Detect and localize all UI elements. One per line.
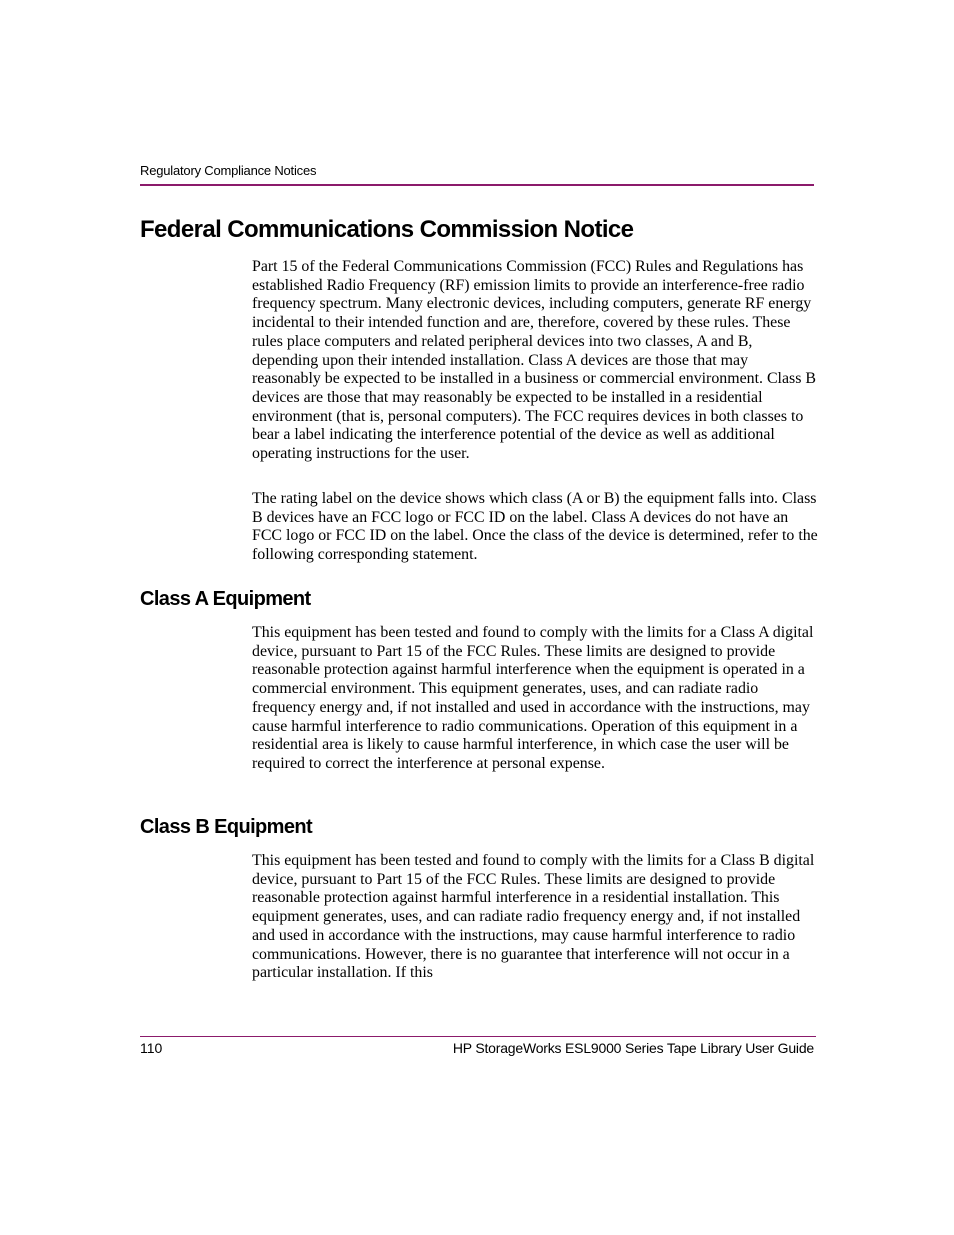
intro-paragraph-2: The rating label on the device shows which class (A or B) the equipment falls into. Class B devices have an FCC logo or FCC ID on the label. Class A devices do not have an FCC logo or FCC ID on the label. Once the class of the device is determined, refer to the following corresponding statement. [252, 490, 818, 564]
document-title: HP StorageWorks ESL9000 Series Tape Library User Guide [452, 1040, 814, 1056]
class-a-heading: Class A Equipment [140, 588, 311, 610]
footer-rule [140, 1036, 816, 1037]
class-b-paragraph: This equipment has been tested and found to comply with the limits for a Class B digital device, pursuant to Part 15 of the FCC Rules. These limits are designed to provide reasonable protection against harmful interference in a residential installation. This equipment generates, uses, and can radiate radio frequency energy and, if not installed and used in accordance with the instructions, may cause harmful interference to radio communications. However, there is no guarantee that interference will not occur in a particular installation. If this [252, 852, 815, 982]
running-header: Regulatory Compliance Notices [140, 163, 317, 178]
class-a-paragraph: This equipment has been tested and found to comply with the limits for a Class A digital device, pursuant to Part 15 of the FCC Rules. These limits are designed to provide reasonable protection against harmful interference when the equipment is operated in a commercial environment. This equipment generates, uses, and can radiate radio frequency energy and, if not installed and used in accordance with the instructions, may cause harmful interference to radio communications. Operation of this equipment in a residential area is likely to cause harmful interference, in which case the user will be required to correct the interference at personal expense. [252, 624, 814, 772]
class-b-heading: Class B Equipment [140, 816, 313, 838]
intro-paragraph-1: Part 15 of the Federal Communications Commission (FCC) Rules and Regulations has established Radio Frequency (RF) emission limits to provide an interference-free radio frequency spectrum. Many electronic devices, including computers, generate RF energy incidental to their intended function and are, therefore, covered by these rules. These rules place computers and related peripheral devices into two classes, A and B, depending upon their intended installation. Class A devices are those that may reasonably be expected to be installed in a business or commercial environment. Class B devices are those that may reasonably be expected to be installed in a residential environment (that is, personal computers). The FCC requires devices in both classes to bear a label indicating the interference potential of the device as well as additional operating instructions for the user. [252, 258, 816, 463]
header-rule [140, 184, 814, 186]
page-title: Federal Communications Commission Notice [140, 216, 634, 243]
page-number: 110 [140, 1040, 163, 1056]
